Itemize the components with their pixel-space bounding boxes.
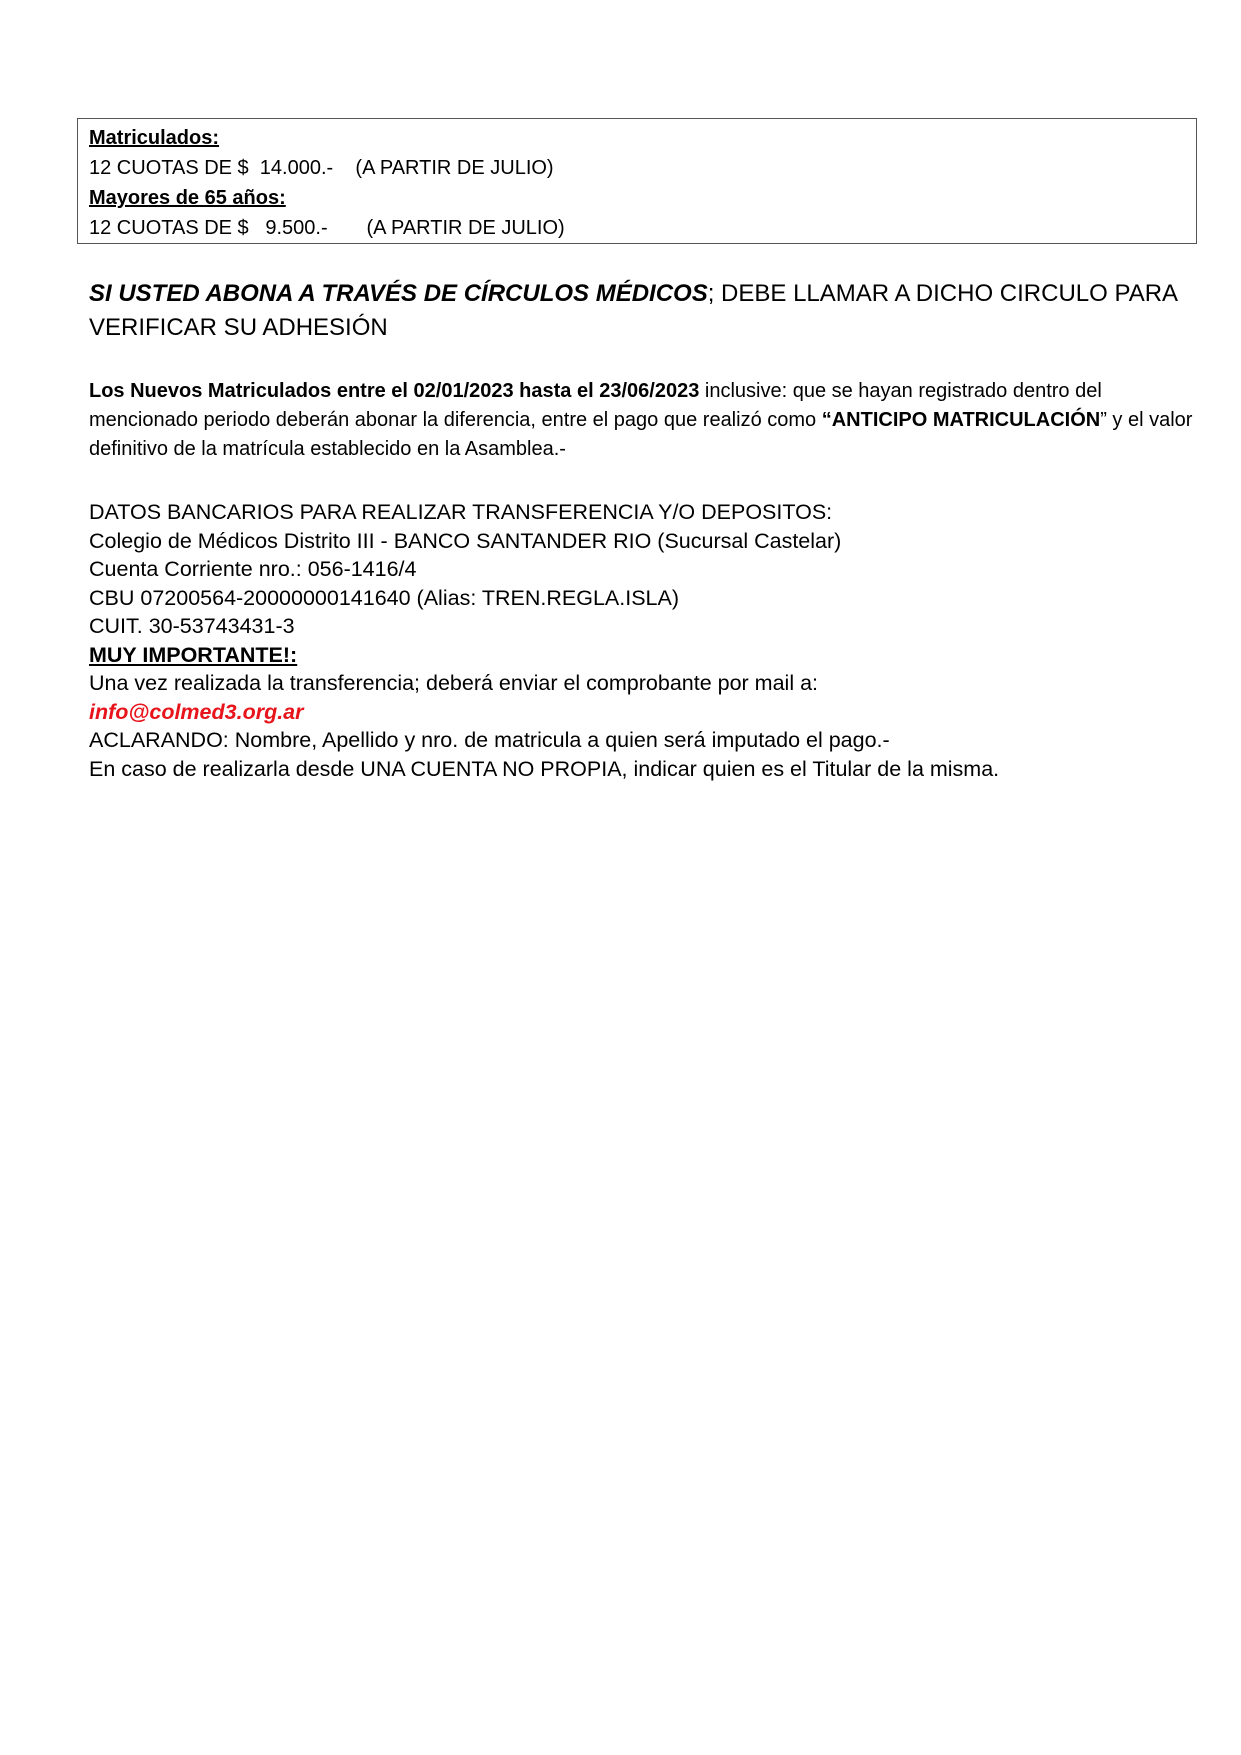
mayores-label: Mayores de 65 años: xyxy=(89,187,286,209)
nuevos-end: ” y el valor definitivo de la matrícula establecido en la Asamblea.- xyxy=(89,409,1193,460)
circulos-rest: ; DEBE LLAMAR A DICHO CIRCULO PARA VERIFICAR SU ADHESIÓN xyxy=(89,280,1177,341)
fees-box xyxy=(77,118,1197,244)
mayores-fee-line: 12 CUOTAS DE $ 9.500.- (A PARTIR DE JULIO) xyxy=(89,217,565,239)
circulos-notice xyxy=(89,277,1199,345)
matriculados-label: Matriculados: xyxy=(89,127,220,149)
matriculados-fee-line: 12 CUOTAS DE $ 14.000.- (A PARTIR DE JULIO) xyxy=(89,157,554,179)
bank-account: Cuenta Corriente nro.: 056-1416/4 xyxy=(89,557,417,581)
nuevos-middle: inclusive: que se hayan registrado dentro del mencionado periodo deberán abonar la diferencia, entre el pago que realizó como xyxy=(89,380,1102,431)
email-link[interactable]: info@colmed3.org.ar xyxy=(89,699,304,724)
nuevos-bold-lead: Los Nuevos Matriculados entre el 02/01/2023 hasta el 23/06/2023 xyxy=(89,380,700,402)
circulos-emphasis: SI USTED ABONA A TRAVÉS DE CÍRCULOS MÉDICOS xyxy=(89,280,708,307)
bank-name: Colegio de Médicos Distrito III - BANCO SANTANDER RIO (Sucursal Castelar) xyxy=(89,528,842,553)
transfer-instruction: Una vez realizada la transferencia; deberá enviar el comprobante por mail a: xyxy=(89,671,819,695)
important-label: MUY IMPORTANTE!: xyxy=(89,642,298,667)
bank-cuit: CUIT. 30-53743431-3 xyxy=(89,614,295,638)
bank-heading: DATOS BANCARIOS PARA REALIZAR TRANSFERENCIA Y/O DEPOSITOS: xyxy=(89,500,833,524)
bank-cbu: CBU 07200564-20000000141640 (Alias: TREN.REGLA.ISLA) xyxy=(89,585,680,610)
aclarando-text: ACLARANDO: Nombre, Apellido y nro. de matricula a quien será imputado el pago.- xyxy=(89,728,890,752)
nuevos-matriculados-paragraph xyxy=(89,377,1199,464)
third-party-text: En caso de realizarla desde UNA CUENTA NO PROPIA, indicar quien es el Titular de la misma. xyxy=(89,756,1000,781)
nuevos-anticipo: “ANTICIPO MATRICULACIÓN xyxy=(821,409,1101,431)
bank-details xyxy=(89,498,1209,783)
